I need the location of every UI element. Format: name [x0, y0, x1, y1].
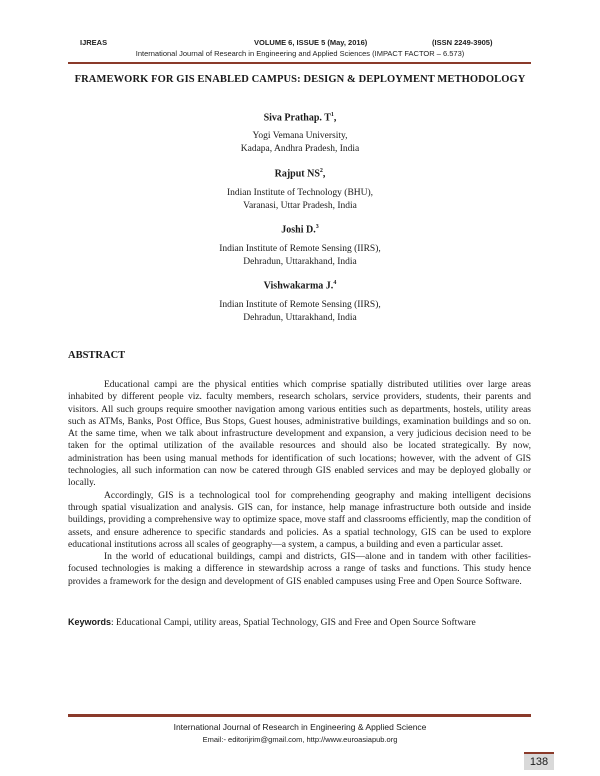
abstract-body	[68, 379, 531, 588]
affiliation-1	[0, 130, 600, 155]
affil-line: Varanasi, Uttar Pradesh, India	[243, 200, 357, 211]
affil-line: Yogi Vemana University,	[252, 131, 348, 141]
affil-line: Indian Institute of Remote Sensing (IIRS),	[219, 244, 381, 254]
author-sup: 1	[330, 112, 334, 118]
affiliation-3	[0, 243, 600, 268]
paper-title: FRAMEWORK FOR GIS ENABLED CAMPUS: DESIGN & DEPLOYMENT METHODOLOGY	[74, 74, 526, 85]
affil-line: Indian Institute of Remote Sensing (IIRS),	[219, 300, 381, 310]
author-name: Vishwakarma J.	[263, 280, 334, 292]
abstract-heading: ABSTRACT	[68, 350, 126, 361]
affiliation-2	[0, 187, 600, 212]
volume-info: VOLUME 6, ISSUE 5 (May, 2016)	[254, 38, 368, 47]
page-number: 138	[524, 752, 554, 770]
journal-full-name: International Journal of Research in Engineering and Applied Sciences (IMPACT FACTOR – 6.573)	[135, 49, 465, 58]
keywords-label: Keywords	[68, 617, 112, 627]
author-name: Siva Prathap. T	[263, 112, 331, 124]
author-4	[0, 280, 600, 291]
author-2	[0, 168, 600, 179]
keywords	[68, 616, 531, 629]
footer-journal: International Journal of Research in Engineering & Applied Science	[173, 722, 427, 732]
author-sup: 3	[315, 224, 319, 230]
header-rule	[68, 62, 531, 64]
affiliation-4	[0, 299, 600, 324]
abstract-paragraph-2: Accordingly, GIS is a technological tool for comprehending geography and making intelligent decisions through spatial visualization and analysis. GIS can, for instance, help manage infrastructure both outside and inside buildings, providing a comprehensive way to optimize space, move staff and classrooms efficiently, map the condition of assets, and ensure adherence to specific standards and policies. As a spatial technology, GIS can be used to explore educational institutions across all scales of geography—a system, a campus, a building and even a particular asset.	[68, 490, 531, 550]
footer-contact: Email:- editorijrim@gmail.com, http://www.euroasiapub.org	[202, 735, 398, 744]
author-1	[0, 112, 600, 123]
author-name: Joshi D.	[281, 224, 316, 236]
author-name: Rajput NS	[274, 168, 320, 180]
author-3	[0, 224, 600, 235]
affil-line: Dehradun, Uttarakhand, India	[243, 256, 357, 267]
keywords-text: : Educational Campi, utility areas, Spatial Technology, GIS and Free and Open Source Software	[111, 618, 476, 628]
affil-line: Indian Institute of Technology (BHU),	[226, 188, 374, 198]
abstract-paragraph-1: Educational campi are the physical entities which comprise spatially distributed utilities over large areas inhabited by different people viz. faculty members, research scholars, service providers, students, their parents and visitors. All such groups require smoother navigation among various entities such as departments, hostels, utility areas such as ATMs, Banks, Post Office, Bus Stops, Guest houses, administrative buildings, examination buildings and so on. At the same time, when we talk about infrastructure development and expansion, a very judicious decision need to be taken for the optimal utilization of the available resources and should also be located strategically. By now, administration has been using manual methods for identification of such locations; however, with the advent of GIS technologies, all such information can now be catered through GIS enabled services and may be deployed globally or locally.	[68, 380, 531, 489]
footer-rule	[68, 714, 531, 717]
affil-line: Kadapa, Andhra Pradesh, India	[240, 143, 360, 154]
author-suffix: ,	[322, 168, 326, 180]
abstract-paragraph-3: In the world of educational buildings, campi and districts, GIS—alone and in tandem with other facilities-focused technologies is making a difference in stewardship across a range of tasks and functions. This study hence provides a framework for the design and development of GIS enabled campuses using Free and Open Source Software.	[68, 552, 531, 587]
author-suffix: ,	[333, 112, 337, 124]
author-sup: 4	[333, 280, 337, 286]
journal-abbr: IJREAS	[80, 38, 108, 47]
author-sup: 2	[319, 168, 323, 174]
issn: (ISSN 2249-3905)	[432, 38, 493, 47]
affil-line: Dehradun, Uttarakhand, India	[243, 312, 357, 323]
